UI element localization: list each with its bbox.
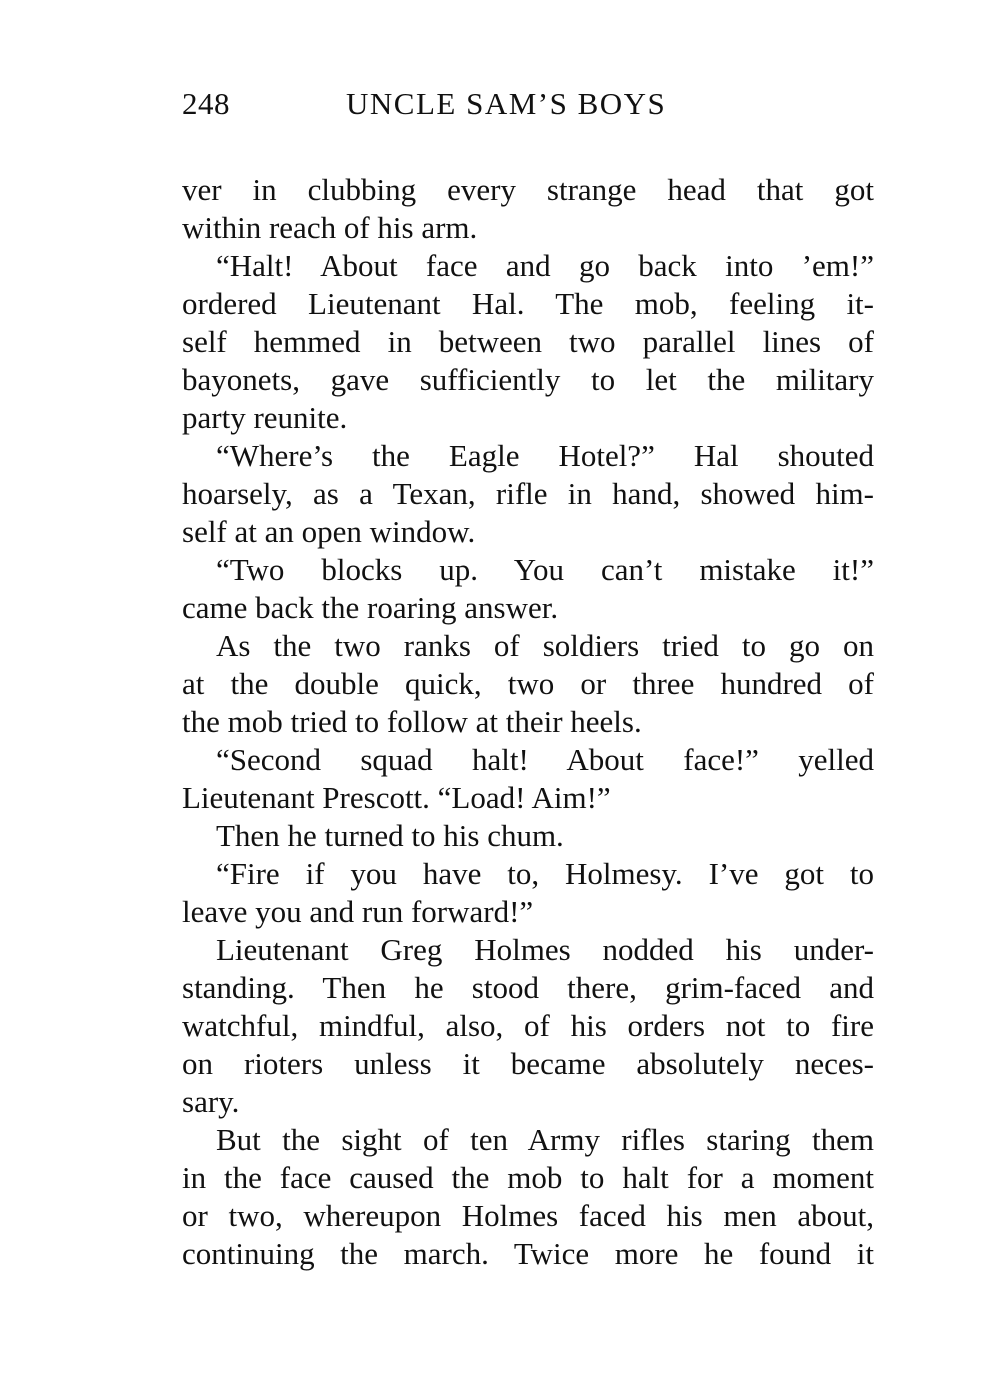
text-line: the mob tried to follow at their heels. [182,704,642,739]
text-line: But the sight of ten Army rifles staring them [216,1122,874,1157]
text-line: ordered Lieutenant Hal. The mob, feeling it- [182,286,874,321]
text-line: self at an open window. [182,514,476,549]
text-line: or two, whereupon Holmes faced his men about, [182,1198,874,1233]
text-line: self hemmed in between two parallel lines of [182,324,874,359]
text-line: Then he turned to his chum. [216,818,564,853]
text-line: “Two blocks up. You can’t mistake it!” [216,552,874,587]
text-line: As the two ranks of soldiers tried to go on [216,628,874,663]
text-line: “Fire if you have to, Holmesy. I’ve got to [216,856,874,891]
page-number: 248 [182,86,230,121]
text-line: on rioters unless it became absolutely neces- [182,1046,874,1081]
text-line: sary. [182,1084,240,1119]
text-line: “Where’s the Eagle Hotel?” Hal shouted [216,438,874,473]
text-line: watchful, mindful, also, of his orders not to fire [182,1008,874,1043]
text-line: leave you and run forward!” [182,894,534,929]
text-line: bayonets, gave sufficiently to let the military [182,362,874,397]
text-line: “Second squad halt! About face!” yelled [216,742,874,777]
text-line: Lieutenant Prescott. “Load! Aim!” [182,780,611,815]
text-line: came back the roaring answer. [182,590,559,625]
text-line: in the face caused the mob to halt for a moment [182,1160,874,1195]
body-text [182,171,874,1273]
text-line: continuing the march. Twice more he found it [182,1236,874,1271]
text-line: ver in clubbing every strange head that got [182,172,874,207]
text-line: standing. Then he stood there, grim-faced and [182,970,874,1005]
text-line: Lieutenant Greg Holmes nodded his under- [216,932,874,967]
page-header [182,86,874,130]
text-line: “Halt! About face and go back into ’em!” [216,248,874,283]
text-line: within reach of his arm. [182,210,478,245]
text-line: hoarsely, as a Texan, rifle in hand, showed him- [182,476,874,511]
text-line: at the double quick, two or three hundred of [182,666,874,701]
running-title: UNCLE SAM’S BOYS [346,86,667,121]
text-line: party reunite. [182,400,348,435]
